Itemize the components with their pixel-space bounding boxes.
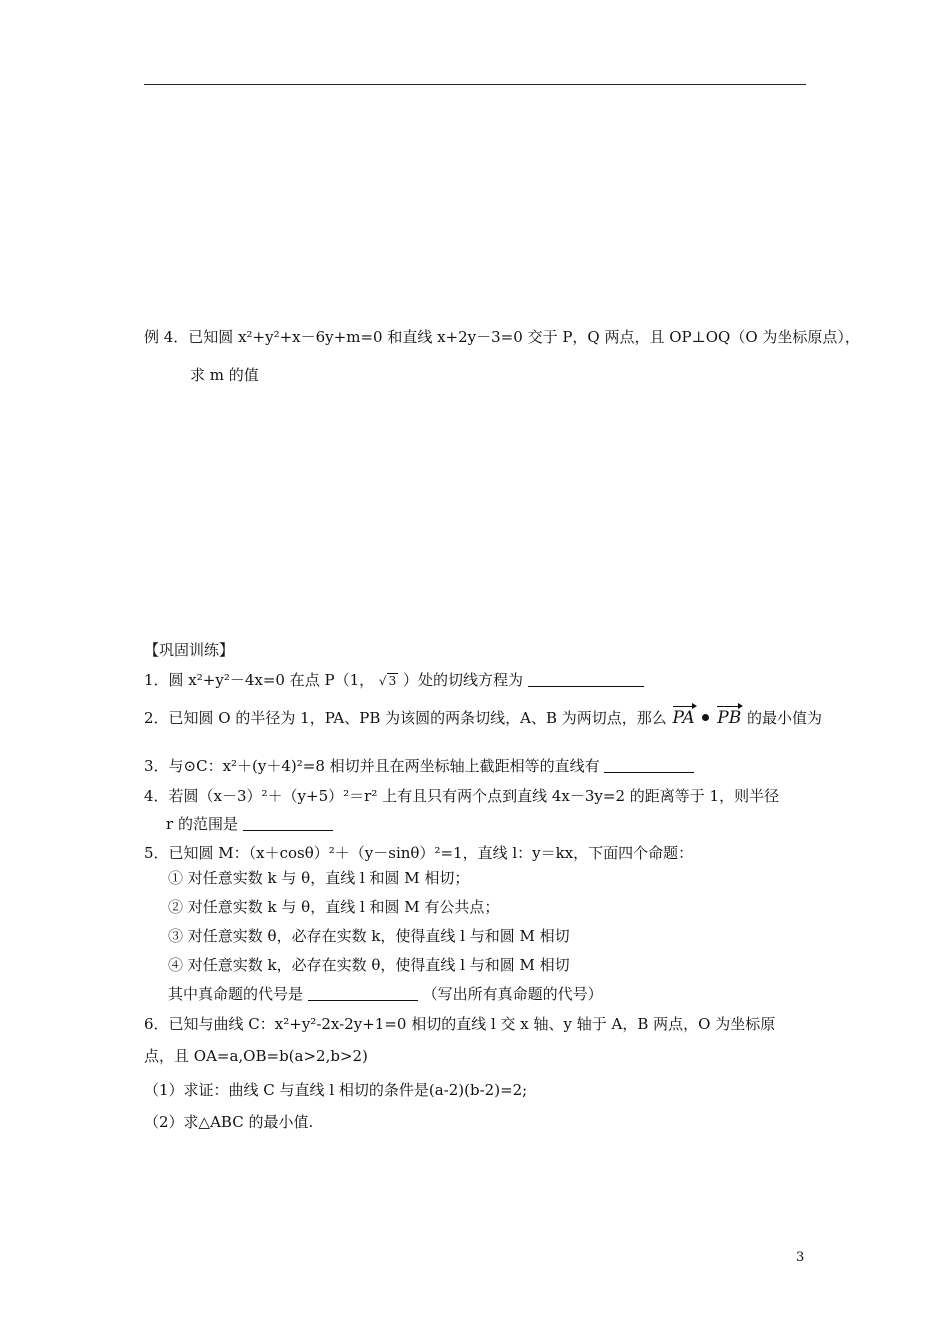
example4-line2: 求 m 的值 (190, 366, 259, 384)
vector-pa: PA (673, 704, 695, 728)
q5-answer-suffix: （写出所有真命题的代号） (422, 985, 603, 1003)
q3-text: 3．与⊙C：x²＋(y＋4)²=8 相切并且在两坐标轴上截距相等的直线有 (144, 757, 600, 775)
question-6-part2: （2）求△ABC 的最小值. (144, 1113, 314, 1131)
question-5-option-3: ③ 对任意实数 θ，必存在实数 k，使得直线 l 与和圆 M 相切 (168, 927, 570, 945)
answer-blank (243, 816, 333, 831)
question-5-option-1: ① 对任意实数 k 与 θ，直线 l 和圆 M 相切； (168, 869, 470, 887)
q1-text-after: ）处的切线方程为 (403, 671, 524, 689)
q2-text-before: 2．已知圆 O 的半径为 1，PA、PB 为该圆的两条切线，A、B 为两切点，那么 (144, 709, 667, 727)
q5-answer-prefix: 其中真命题的代号是 (168, 985, 304, 1003)
vector-pb: PB (717, 704, 741, 728)
question-5-option-2: ② 对任意实数 k 与 θ，直线 l 和圆 M 有公共点； (168, 898, 500, 916)
question-2 (144, 704, 822, 728)
practice-heading: 【巩固训练】 (144, 641, 235, 659)
question-5-stem: 5．已知圆 M：（x＋cosθ）²＋（y－sinθ）²=1，直线 l：y＝kx，下面四个命题： (144, 844, 694, 862)
question-6-part1: （1）求证：曲线 C 与直线 l 相切的条件是(a-2)(b-2)=2; (144, 1081, 528, 1099)
question-6-line1: 6．已知与曲线 C：x²+y²-2x-2y+1=0 相切的直线 l 交 x 轴、y 轴于 A，B 两点，O 为坐标原 (144, 1015, 776, 1033)
question-3 (144, 756, 694, 776)
answer-blank (604, 758, 694, 773)
question-5-answer (168, 984, 603, 1004)
answer-blank (528, 672, 644, 687)
question-1 (144, 670, 644, 691)
question-4-line2 (166, 814, 333, 834)
header-rule (144, 84, 806, 85)
question-5-option-4: ④ 对任意实数 k，必存在实数 θ，使得直线 l 与和圆 M 相切 (168, 956, 570, 974)
page-number: 3 (796, 1250, 805, 1265)
q2-text-after: 的最小值为 (746, 709, 822, 727)
question-6-line2: 点，且 OA=a,OB=b(a>2,b>2) (144, 1047, 368, 1065)
question-4-line1: 4．若圆（x－3）²＋（y+5）²＝r² 上有且只有两个点到直线 4x－3y=2 的距离等于 1，则半径 (144, 787, 780, 805)
example4-line1: 例 4．已知圆 x²+y²+x－6y+m=0 和直线 x+2y－3=0 交于 P，Q 两点，且 OP⊥OQ（O 为坐标原点）， (144, 328, 860, 346)
sqrt-value: 3 (388, 674, 397, 688)
sqrt-symbol: √ 3 (378, 674, 397, 688)
answer-blank (308, 986, 418, 1001)
q4-line2-text: r 的范围是 (166, 815, 238, 833)
dot-product-icon (702, 714, 709, 721)
q1-text-before: 1．圆 x²+y²－4x=0 在点 P（1， (144, 671, 375, 689)
